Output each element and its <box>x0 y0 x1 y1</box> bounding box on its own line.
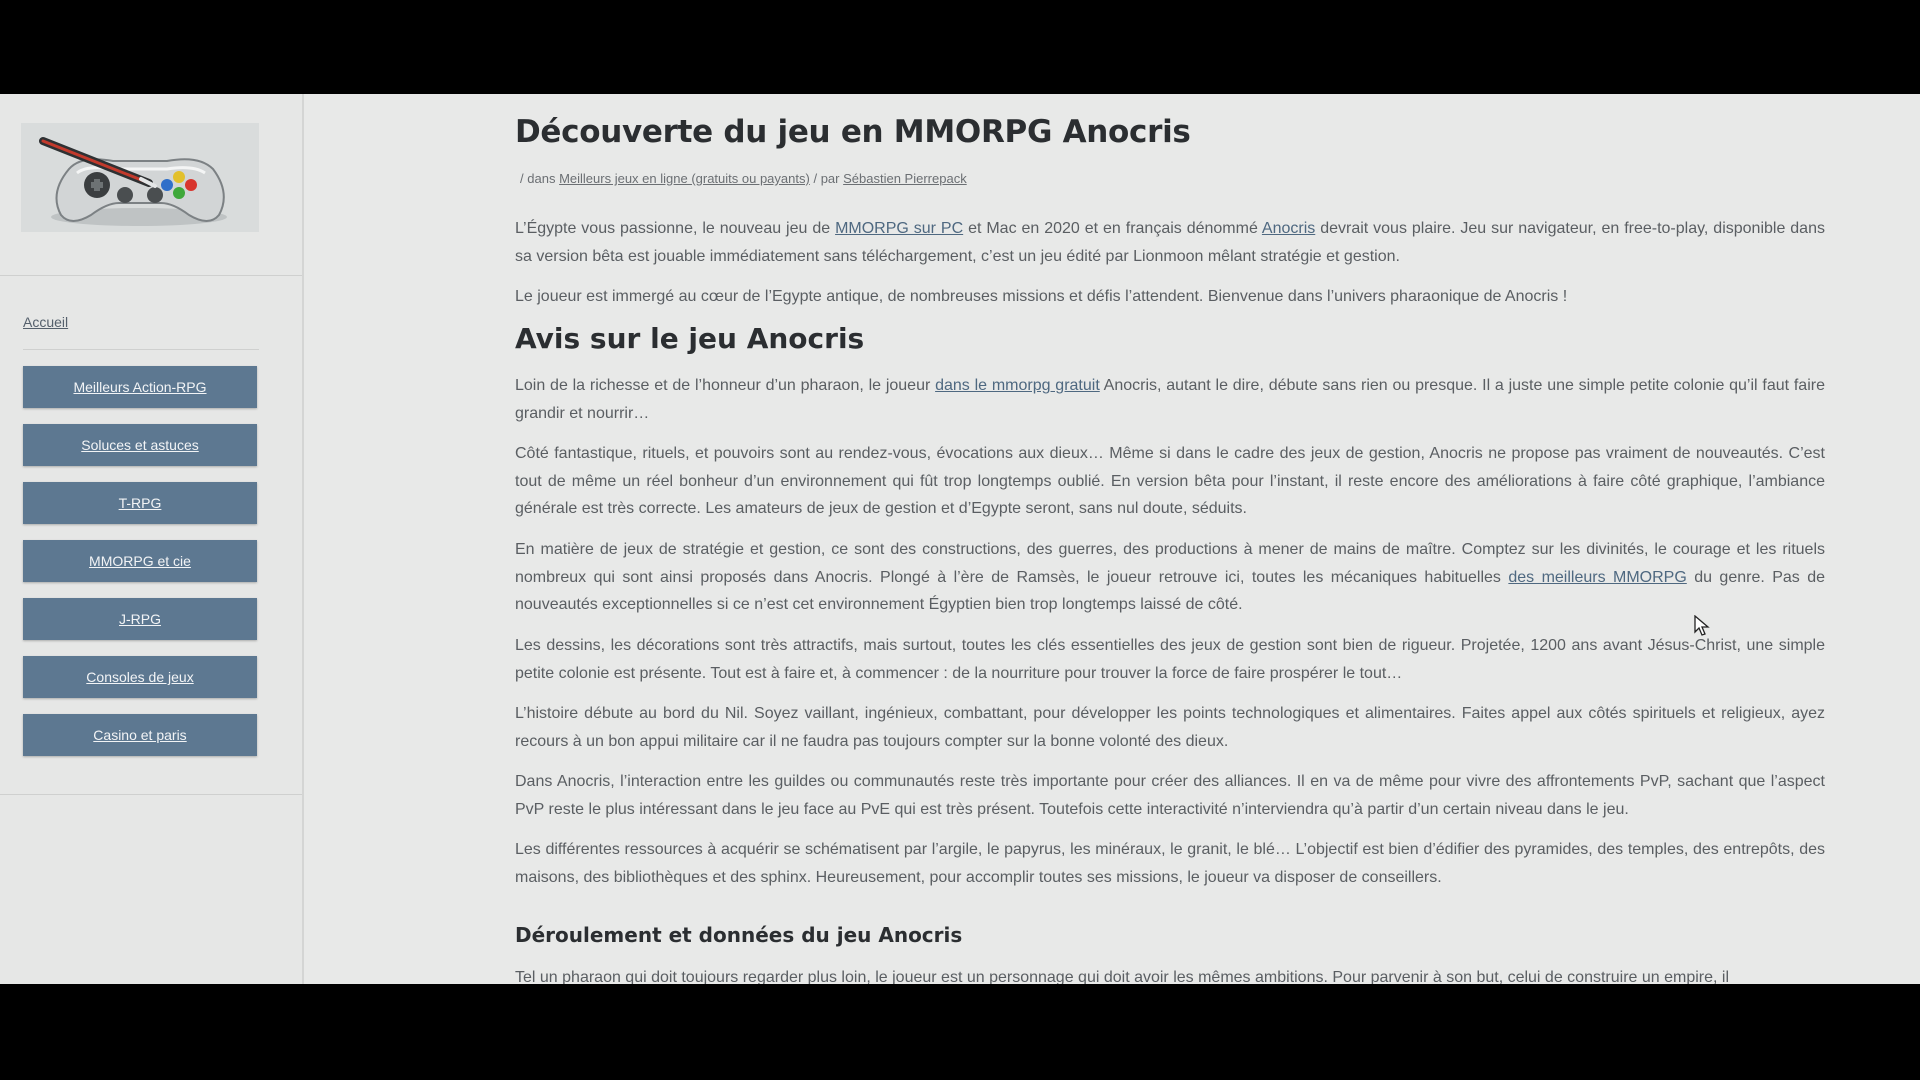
meta-separator: / <box>520 171 524 186</box>
author-link[interactable]: Sébastien Pierrepack <box>843 171 967 186</box>
browser-viewport <box>0 94 1920 984</box>
text: Anocris, autant le dire, débute sans rien ou presque. Il a juste une simple petite colonie qu’il faut faire grandir et nourrir… <box>515 377 1825 422</box>
sidebar-menu <box>23 366 257 772</box>
text: En matière de jeux de stratégie et gestion, ce sont des constructions, des guerres, des productions à mener de mains de maître. Comptez sur les divinités, le courage et les rituels nombreux qui sont ainsi proposés dans Anocris. Plongé à l’ère de Ramsès, le joueur retrouve ici, toutes les mécaniques habituelles <box>515 541 1825 586</box>
meta-separator: / <box>813 171 818 186</box>
meta-in-prefix: dans <box>527 171 556 186</box>
menu-button-soluces-astuces[interactable]: Soluces et astuces <box>23 424 257 466</box>
text: L’Égypte vous passionne, le nouveau jeu de <box>515 220 836 237</box>
paragraph: Tel un pharaon qui doit toujours regarder plus loin, le joueur est un personnage qui doit avoir les mêmes ambitions. Pour parvenir à son but, celui de construire un empire, il <box>515 969 1730 984</box>
paragraph: Dans Anocris, l’interaction entre les guildes ou communautés reste très importante pour créer des alliances. Il en va de même pour vivre des affrontements PvP, sachant que l’aspect PvP reste le plus intéressant dans le jeu face au PvE qui est très présent. Toutefois cette interactivité n’interviendra qu’à partir d’un certain niveau dans le jeu. <box>515 773 1825 818</box>
paragraph <box>515 536 1825 619</box>
paragraph: L’histoire débute au bord du Nil. Soyez vaillant, ingénieux, combattant, pour développer les points technologiques et alimentaires. Faites appel aux côtés spirituels et religieux, ayez recours à un bon appui militaire car il ne faudra pas toujours compter sur la bonne volonté des dieux. <box>515 705 1825 750</box>
article-meta <box>520 171 967 186</box>
subsection-heading: Déroulement et données du jeu Anocris <box>515 923 963 947</box>
category-link[interactable]: Meilleurs jeux en ligne (gratuits ou payants) <box>559 171 810 186</box>
text: du genre. Pas de nouveautés exceptionnelles si ce n’est cet environnement Égyptien bien trop longtemps laissé de côté. <box>515 568 1826 613</box>
text: Loin de la richesse et de l’honneur d’un pharaon, le joueur <box>515 377 936 394</box>
paragraph: Côté fantastique, rituels, et pouvoirs sont au rendez-vous, évocations aux dieux… Même si dans le cadre des jeux de gestion, Anocris ne propose pas vraiment de nouveautés. C’est tout de même un réel bonheur d’un environnement qui fût trop longtemps oublié. En version bêta pour l’instant, il reste encore des améliorations à faire côté graphique, l’ambiance générale est très correcte. Les amateurs de jeux de gestion et d’Egypte seront, sans nul doute, séduits. <box>515 445 1825 517</box>
anocris-link[interactable]: Anocris <box>1261 220 1316 237</box>
mmorpg-gratuit-link[interactable]: dans le mmorpg gratuit <box>935 377 1100 394</box>
sidebar-divider <box>0 275 302 276</box>
menu-button-consoles[interactable]: Consoles de jeux <box>23 656 257 698</box>
meilleurs-mmorpg-link[interactable]: des meilleurs MMORPG <box>1508 568 1687 586</box>
menu-button-j-rpg[interactable]: J-RPG <box>23 598 257 640</box>
sidebar-divider <box>0 794 302 795</box>
site-logo[interactable] <box>21 123 259 232</box>
article-title: Découverte du jeu en MMORPG Anocris <box>515 114 1191 150</box>
menu-button-casino[interactable]: Casino et paris <box>23 714 257 756</box>
gamepad-icon <box>21 123 259 232</box>
paragraph: Le joueur est immergé au cœur de l’Egypte antique, de nombreuses missions et défis l’attendent. Bienvenue dans l’univers pharaonique de Anocris ! <box>515 288 1568 305</box>
mmorpg-pc-link[interactable]: MMORPG sur PC <box>835 220 964 237</box>
text: et Mac en 2020 et en français dénommé <box>963 220 1262 237</box>
menu-button-mmorpg[interactable]: MMORPG et cie <box>23 540 257 582</box>
sidebar-divider <box>23 349 259 350</box>
home-link[interactable]: Accueil <box>23 314 69 330</box>
mouse-pointer-icon <box>1694 615 1710 637</box>
menu-button-meilleurs-action-rpg[interactable]: Meilleurs Action-RPG <box>23 366 257 408</box>
intro-paragraph <box>515 215 1825 270</box>
sidebar <box>0 94 304 984</box>
paragraph <box>515 372 1825 427</box>
meta-by-prefix: par <box>820 171 840 186</box>
paragraph: Les dessins, les décorations sont très attractifs, mais surtout, toutes les clés essentielles des jeux de gestion sont bien de rigueur. Projetée, 1200 ans avant Jésus-Christ, une simple petite colonie est présente. Tout est à faire et, à commencer : de la nourriture pour trouver la force de faire prospérer le tout… <box>515 637 1825 682</box>
menu-button-t-rpg[interactable]: T-RPG <box>23 482 257 524</box>
text: devrait vous plaire. Jeu sur navigateur, en free-to-play, disponible dans sa version bêta est jouable immédiatement sans téléchargement, c’est un jeu édité par Lionmoon mêlant stratégie et gestion. <box>515 220 1825 265</box>
section-heading: Avis sur le jeu Anocris <box>515 322 865 355</box>
paragraph: Les différentes ressources à acquérir se schématisent par l’argile, le papyrus, les minéraux, le granit, le blé… L’objectif est bien d’édifier des pyramides, des temples, des entrepôts, des maisons, des bibliothèques et des sphinx. Heureusement, pour accomplir toutes ses missions, le joueur va disposer de conseillers. <box>515 841 1825 886</box>
